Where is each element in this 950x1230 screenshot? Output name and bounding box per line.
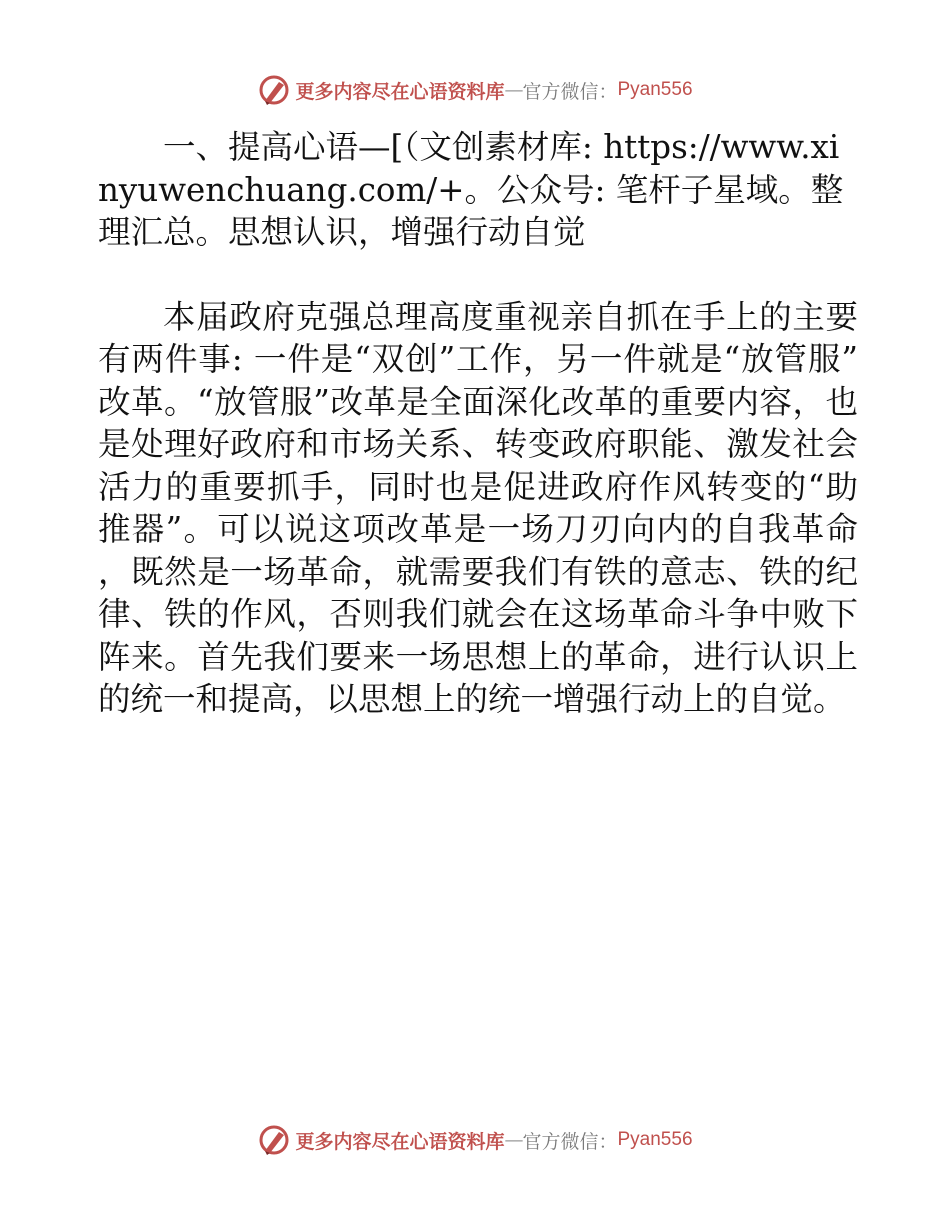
banner-wechat-label: 官方微信： [522, 1130, 618, 1153]
header-watermark-banner [0, 70, 950, 110]
banner-wechat-id: Pyan556 [617, 79, 693, 100]
section-heading: 一、提高心语—[（文创素材库: https://www.xinyuwenchuang.com/+。公众号: 笔杆子星域。整理汇总。思想认识，增强行动自觉 [98, 128, 844, 251]
pen-circle-logo-icon [257, 73, 291, 107]
banner-main-text: 更多内容尽在心语资料库 [295, 80, 505, 103]
banner-dash: — [504, 79, 523, 101]
banner-wechat-label: 官方微信： [522, 80, 618, 103]
document-body [98, 126, 858, 721]
banner-dash: — [504, 1129, 523, 1151]
body-paragraph: 本届政府克强总理高度重视亲自抓在手上的主要有两件事: 一件是“双创”工作，另一件就是“放管服”改革。“放管服”改革是全面深化改革的重要内容，也是处理好政府和市场关系、转变政府职能、激发社会活力的重要抓手，同时也是促进政府作风转变的“助推器”。可以说这项改革是一场刀刃向内的自我革命，既然是一场革命，就需要我们有铁的意志、铁的纪律、铁的作风，否则我们就会在这场革命斗争中败下阵来。首先我们要来一场思想上的革命，进行认识上的统一和提高，以思想上的统一增强行动上的自觉。 [98, 297, 858, 718]
footer-watermark-banner [0, 1120, 950, 1160]
pen-circle-logo-icon [257, 1123, 291, 1157]
banner-main-text: 更多内容尽在心语资料库 [295, 1130, 505, 1153]
banner-wechat-id: Pyan556 [617, 1129, 693, 1150]
